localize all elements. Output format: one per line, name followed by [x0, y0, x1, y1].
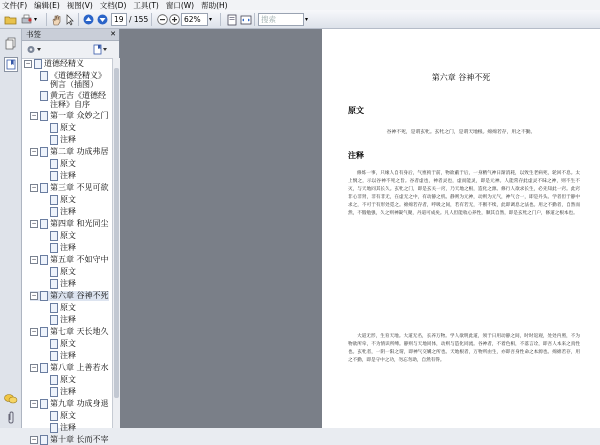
bookmark-label [50, 111, 109, 120]
collapse-toggle-icon[interactable]: − [31, 148, 37, 155]
bookmark-label-line: 第四章 和光同尘 [50, 219, 109, 228]
bookmark-icon [50, 375, 58, 385]
toolbar [0, 10, 600, 29]
bookmark-icon [50, 135, 58, 145]
collapse-toggle-icon[interactable]: − [25, 60, 31, 67]
bookmark-icon [40, 147, 48, 157]
bookmark-icon [40, 435, 48, 445]
bookmark-label-line: 例言（插图） [50, 80, 98, 89]
menu-document[interactable]: 文档(D) [99, 0, 127, 10]
bookmark-label [60, 243, 76, 252]
bookmark-label [50, 291, 109, 300]
bookmark-icon [50, 207, 58, 217]
page-number-input[interactable]: 19 [111, 13, 127, 26]
bookmark-label-line: 注释 [60, 207, 76, 216]
collapse-toggle-icon[interactable]: − [31, 256, 37, 263]
fit-page-icon[interactable] [225, 13, 239, 26]
bookmark-icon [50, 279, 58, 289]
next-page-icon[interactable] [95, 13, 109, 26]
bookmark-icon [40, 363, 48, 373]
print-icon[interactable] [19, 13, 33, 26]
expand-bookmark-icon[interactable] [92, 44, 108, 58]
zoom-dropdown-icon[interactable]: ▾ [209, 16, 213, 23]
bookmark-label-line: 原文 [60, 303, 76, 312]
bookmark-label-line: 第五章 不如守中 [50, 255, 109, 264]
bookmark-icon [40, 183, 48, 193]
original-text: 谷神不死，是谓玄牝。玄牝之门，是谓天地根。绵绵若存，用之不勤。 [386, 130, 536, 135]
search-dropdown-icon[interactable]: ▾ [305, 16, 309, 23]
bookmark-icon [40, 71, 48, 81]
bookmark-icon [40, 255, 48, 265]
bookmark-label-line: 第八章 上善若水 [50, 363, 109, 372]
bookmark-item[interactable] [24, 59, 84, 69]
bookmark-label [60, 315, 76, 324]
bookmark-label-line: 原文 [60, 159, 76, 168]
bookmark-label [60, 303, 76, 312]
collapse-toggle-icon[interactable]: − [31, 220, 37, 227]
bookmark-label-line: 注释 [60, 315, 76, 324]
collapse-toggle-icon[interactable]: − [31, 328, 37, 335]
bookmark-label-line: 注释 [60, 243, 76, 252]
heading-notes: 注释 [348, 151, 364, 160]
document-page[interactable] [322, 29, 600, 428]
bookmark-icon [40, 327, 48, 337]
previous-page-icon[interactable] [81, 13, 95, 26]
bookmark-icon [50, 267, 58, 277]
bookmark-item[interactable] [40, 351, 76, 361]
bookmark-label [50, 91, 106, 109]
collapse-toggle-icon[interactable]: − [31, 436, 37, 443]
bookmark-item[interactable] [30, 219, 109, 229]
select-text-icon[interactable] [63, 13, 77, 26]
collapse-toggle-icon[interactable]: − [31, 292, 37, 299]
bookmark-item[interactable] [40, 135, 76, 145]
comments-icon[interactable] [4, 393, 18, 408]
bookmark-item[interactable] [30, 111, 109, 121]
bookmark-item[interactable] [30, 147, 109, 157]
bookmark-label [60, 195, 76, 204]
bookmark-label-line: 注释 [60, 423, 76, 432]
scroll-thumb[interactable] [114, 68, 119, 398]
bookmark-label-line: 第二章 功成弗居 [50, 147, 109, 156]
bookmark-item[interactable] [40, 267, 76, 277]
bookmark-label [60, 375, 76, 384]
bookmark-icon [40, 111, 48, 121]
bookmark-label-line: 第十章 长而不宰 [50, 435, 109, 444]
bookmark-label-line: 原文 [60, 123, 76, 132]
bookmark-label [50, 363, 109, 372]
bookmark-label [60, 351, 76, 360]
bookmark-label-line: 黄元吉《道德经 [50, 91, 106, 100]
bookmark-icon [50, 243, 58, 253]
bookmark-item[interactable] [40, 423, 76, 433]
bookmark-label [60, 339, 76, 348]
bookmark-tree [22, 59, 112, 444]
bookmark-label [60, 171, 76, 180]
bookmark-icon [50, 303, 58, 313]
bookmark-item[interactable] [40, 387, 76, 397]
bookmark-item[interactable] [40, 339, 76, 349]
bookmark-item[interactable] [40, 207, 76, 217]
bookmark-scrollbar[interactable] [112, 58, 120, 428]
bookmark-label [60, 387, 76, 396]
bookmark-label [60, 279, 76, 288]
bookmark-label [60, 135, 76, 144]
menu-tools[interactable]: 工具(T) [133, 0, 159, 10]
bookmark-label [50, 399, 109, 408]
bookmark-label [50, 327, 109, 336]
bookmark-label [50, 219, 109, 228]
document-background [120, 29, 322, 428]
search-input[interactable]: 搜索 [258, 13, 304, 26]
hand-tool-icon[interactable] [49, 13, 63, 26]
navigation-strip [0, 29, 22, 428]
bookmark-label-line: 注释 [60, 279, 76, 288]
menu-help[interactable]: 帮助(H) [201, 0, 228, 10]
bookmark-icon [50, 171, 58, 181]
bookmark-label-line: 原文 [60, 267, 76, 276]
bookmark-label [50, 435, 109, 444]
fit-width-icon[interactable] [239, 13, 253, 26]
bookmark-item[interactable] [30, 327, 109, 337]
bookmark-item[interactable] [40, 315, 76, 325]
bookmark-icon [50, 159, 58, 169]
bookmark-item[interactable] [30, 91, 106, 109]
bookmark-label-line: 注释》自序 [50, 100, 90, 109]
bookmark-icon [40, 219, 48, 229]
notes-paragraph-1: 修炼一事，只缘人自有身后，气禀拘于前，物欲蔽于后，一身精气神日渐消耗，以致生老病死，轮回不息。太上悯之，示以谷神不死之旨。谷者虚也，神者灵也，虚而能灵，即是元神。人能常存此虚灵不昧之神，则不生不灭，与天地同其长久。玄牝之门，即是玄关一窍，乃天地之根，造化之源。修行人欲求长生，必先知此一窍。此窍非心非肾，非有非无，在虚无之中，有动静之机。静则为元神，动则为元气，神气合一，即是丹头。学者但于静中求之，不可于有形处觅之。绵绵若存者，呼吸之间，若有若无，不断不续，此即调息之法也。用之不勤者，自然而然，不假勉强，久之则神凝气聚，丹道可成矣。凡人但能收心养性，顺其自然，即是玄牝之门户，修道之根本也。 [348, 171, 580, 217]
bookmark-item[interactable] [40, 159, 76, 169]
bookmark-icon [50, 339, 58, 349]
bookmark-label-line: 《道德经精义》 [50, 71, 106, 80]
bookmark-icon [50, 387, 58, 397]
bookmark-label-line: 第九章 功成身退 [50, 399, 109, 408]
bookmark-label [60, 231, 76, 240]
bookmark-item[interactable] [30, 71, 106, 89]
bookmark-label-line: 注释 [60, 387, 76, 396]
bookmark-item[interactable] [40, 243, 76, 253]
bookmark-icon [40, 291, 48, 301]
bookmark-label-line: 原文 [60, 231, 76, 240]
open-folder-icon[interactable] [3, 13, 17, 26]
panel-title [22, 29, 119, 41]
bookmark-icon [40, 91, 48, 101]
collapse-toggle-icon[interactable]: − [31, 400, 37, 407]
bookmark-label-line: 注释 [60, 135, 76, 144]
bookmark-label-line: 第七章 天长地久 [50, 327, 109, 336]
bookmark-item[interactable] [30, 435, 109, 445]
bookmark-icon [50, 351, 58, 361]
bookmark-item[interactable] [40, 279, 76, 289]
bookmark-label [50, 71, 106, 89]
menu-bar [0, 0, 600, 10]
pages-icon[interactable] [5, 37, 17, 53]
panel-title-text: 书签 [26, 30, 41, 39]
bookmark-label-line: 原文 [60, 195, 76, 204]
zoom-in-icon[interactable] [167, 13, 181, 26]
bookmark-item[interactable] [40, 411, 76, 421]
bookmark-label [50, 255, 109, 264]
bookmark-item[interactable] [30, 291, 109, 301]
bookmarks-icon[interactable] [4, 57, 18, 72]
bookmark-label-line: 第一章 众妙之门 [50, 111, 109, 120]
attachment-icon[interactable] [5, 411, 17, 427]
bookmark-item[interactable] [30, 363, 109, 373]
bookmark-label [60, 207, 76, 216]
bookmark-icon [40, 399, 48, 409]
bookmark-label-line: 原文 [60, 411, 76, 420]
menu-file[interactable]: 文件(F) [2, 0, 28, 10]
bookmark-label-line: 注释 [60, 351, 76, 360]
bookmark-item[interactable] [30, 183, 109, 193]
zoom-level-input[interactable]: 62% [181, 13, 208, 26]
bookmark-label [44, 59, 84, 68]
bookmark-icon [34, 59, 42, 69]
menu-edit[interactable]: 编辑(E) [34, 0, 60, 10]
page-total: / 155 [129, 15, 149, 24]
bookmark-icon [50, 195, 58, 205]
menu-view[interactable]: 视图(V) [66, 0, 93, 10]
bookmark-item[interactable] [30, 399, 109, 409]
bookmark-item[interactable] [40, 375, 76, 385]
bookmark-label-line: 第六章 谷神不死 [50, 291, 109, 300]
options-icon[interactable] [26, 44, 42, 58]
heading-original: 原文 [348, 106, 364, 115]
notes-paragraph-2: 大道无形，生育天地。大道无名，长养万物。学人欲明此道，须于日用动静之间，时时返观，处处内照，不为物欲所牵，不为情识所缚。静则与天地同体，动则与造化同流。谷神者，不着色相，不落言诠，即吾人本来之真性也。玄牝者，一阴一阳之谓，即神气交媾之所也。天地根者，万物所由生，亦即吾身性命之本源也。绵绵若存，用之不勤，即是守中之功，勿忘勿助，自然有得。 [348, 334, 580, 364]
close-icon[interactable]: ✕ [110, 30, 116, 38]
bookmark-item[interactable] [40, 195, 76, 205]
bookmark-icon [50, 423, 58, 433]
bookmark-label [60, 123, 76, 132]
bookmarks-panel [22, 29, 120, 444]
bookmark-icon [50, 411, 58, 421]
bookmark-item[interactable] [40, 303, 76, 313]
bookmark-label [60, 411, 76, 420]
bookmark-label-line: 原文 [60, 339, 76, 348]
bookmark-item[interactable] [30, 255, 109, 265]
bookmark-label-line: 道德经精义 [44, 59, 84, 68]
bookmark-icon [50, 231, 58, 241]
bookmark-label [50, 183, 109, 192]
bookmark-label-line: 原文 [60, 375, 76, 384]
bookmark-label [60, 159, 76, 168]
bookmark-item[interactable] [40, 123, 76, 133]
bookmark-label [60, 267, 76, 276]
bookmark-icon [50, 123, 58, 133]
chapter-title: 第六章 谷神不死 [431, 73, 491, 82]
bookmark-label [50, 147, 109, 156]
bookmark-label-line: 第三章 不见可欲 [50, 183, 109, 192]
bookmark-label [60, 423, 76, 432]
chevron-down-icon[interactable]: ▾ [34, 16, 38, 23]
bookmark-item[interactable] [40, 231, 76, 241]
collapse-toggle-icon[interactable]: − [31, 364, 37, 371]
bookmark-label-line: 注释 [60, 171, 76, 180]
bookmark-icon [50, 315, 58, 325]
menu-window[interactable]: 窗口(W) [165, 0, 195, 10]
bookmark-item[interactable] [40, 171, 76, 181]
collapse-toggle-icon[interactable]: − [31, 184, 37, 191]
panel-toolbar [22, 41, 119, 59]
collapse-toggle-icon[interactable]: − [31, 112, 37, 119]
